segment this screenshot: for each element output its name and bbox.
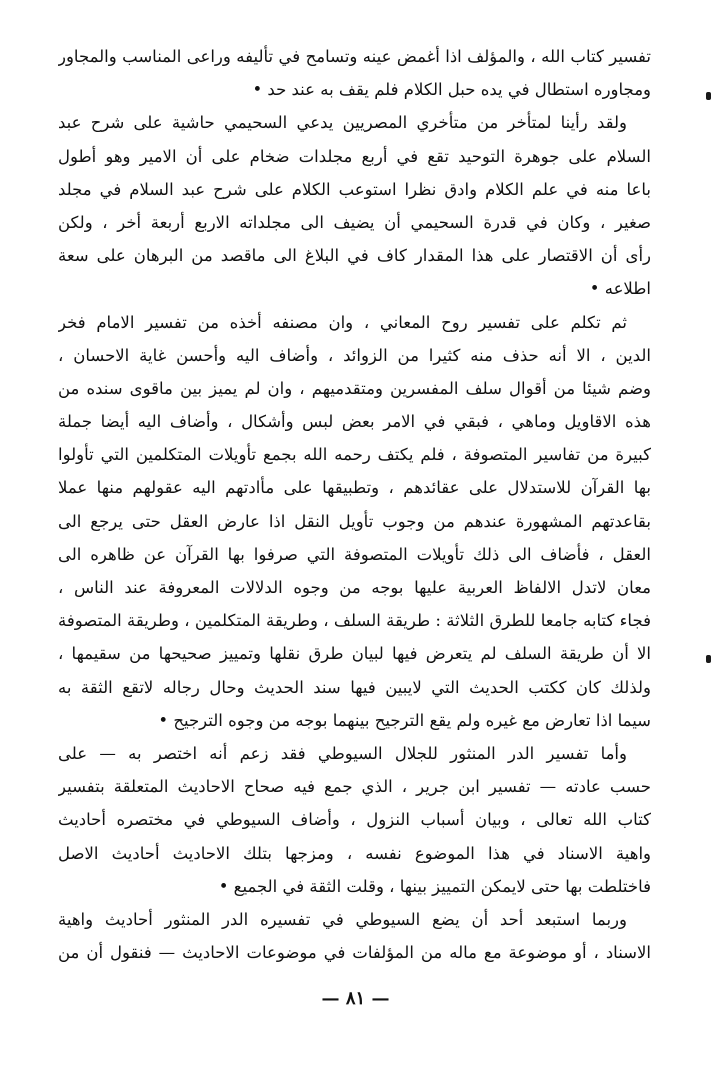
paragraph-start-line: ثم تكلم على تفسير روح المعاني ، وان مصنفه أخذه من تفسير الامام فخر <box>58 312 627 332</box>
page-number: — ٨١ — <box>321 988 390 1009</box>
text-line: رأى أن الاقتصار على هذا المقدار كاف في البلاغ الى ماقصد من البرهان على سعة <box>58 246 651 266</box>
text-line: بها القرآن للاستدلال على عقائدهم ، وتطبيقها على مأادتهم اليه عقولهم منها عملا <box>58 478 651 498</box>
text-line: السلام على جوهرة التوحيد تقع في أربع مجلدات ضخام على أن الامير وهو أطول <box>58 146 651 166</box>
text-line: ولذلك كان ككتب الحديث التي لايبين فيها سند الحديث وحال رجاله لاتقع الثقة به <box>58 677 651 697</box>
text-line: سيما اذا تعارض مع غيره ولم يقع الترجيح بينهما بوجه من وجوه الترجيح • <box>158 710 651 730</box>
paragraph-start-line: وأما تفسير الدر المنثور للجلال السيوطي فقد زعم أنه اختصر به — على <box>58 743 627 763</box>
text-line: واهية الاسناد في هذا الموضوع نفسه ، ومزجها بتلك الاحاديث أحاديث الاصل <box>58 843 651 863</box>
text-line: الاسناد ، أو موضوعة مع ماله من المؤلفات في موضوعات الاحاديث — فنقول أن من <box>58 943 651 963</box>
text-line: كبيرة من تفاسير المتصوفة ، فلم يكتف رحمه الله بجمع تأويلات المتكلمين التي تأولوا <box>58 445 651 465</box>
paragraph-start-line: وربما استبعد أحد أن يضع السيوطي في تفسيره الدر المنثور أحاديث واهية <box>58 909 627 929</box>
text-line: فاختلطت بها حتى لايمكن التمييز بينها ، وقلت الثقة في الجميع • <box>218 876 651 896</box>
text-line: اطلاعه • <box>589 279 651 299</box>
text-line: الا أن طريقة السلف لم يتعرض فيها لبيان طرق نقلها وتمييز صحيحها من سقيمها ، <box>58 644 651 664</box>
text-line: العقل ، فأضاف الى ذلك تأويلات المتصوفة التي صرفوا بها القرآن عن ظاهره الى <box>58 544 651 564</box>
text-line: معان لاتدل الالفاظ العربية عليها بوجه من وجوه الدلالات المعروفة عند الناس ، <box>58 578 651 597</box>
text-line: بقاعدتهم المشهورة عندهم من وجوب تأويل النقل اذا عارض العقل حتى يرجع الى <box>58 511 651 531</box>
text-line: كتاب الله تعالى ، وبيان أسباب النزول ، وأضاف السيوطي في مختصره أحاديث <box>58 810 651 830</box>
scan-margin-mark <box>706 92 711 100</box>
text-line: صغير ، وكان في قدرة السحيمي أن يضيف الى مجلداته الاربع أربعة أخر ، ولكن <box>58 212 651 232</box>
paragraph-start-line: ولقد رأينا لمتأخر من متأخري المصريين يدعي السحيمي حاشية على شرح عبد <box>58 113 627 133</box>
scan-margin-mark <box>706 655 711 663</box>
text-line: حسب عادته — تفسير ابن جرير ، الذي جمع فيه صحاح الاحاديث المتعلقة بتفسير <box>58 777 651 797</box>
text-line: فجاء كتابه جامعا للطرق الثلاثة : طريقة السلف ، وطريقة المتكلمين ، وطريقة المتصوفة <box>58 611 651 631</box>
text-line: تفسير كتاب الله ، والمؤلف اذا أغمض عينه وتسامح في تأليفه وراعى المناسب والمجاور <box>58 47 651 66</box>
text-line: باعا منه في علم الكلام وادق نظرا استوعب الكلام على شرح عبد السلام في مجلد <box>58 179 651 199</box>
text-line: ومجاوره استطال في يده حبل الكلام فلم يقف به عند حد • <box>252 80 651 100</box>
text-line: هذه الاقاويل وماهي ، فبقي في الامر بعض لبس وأشكال ، وأضاف اليه أيضا جملة <box>58 412 651 432</box>
text-line: الدين ، الا أنه حذف منه كثيرا من الزوائد ، وأضاف اليه وأحسن غاية الاحسان ، <box>58 345 651 365</box>
text-line: وضم شيئا من أقوال سلف المفسرين ومتقدميهم ، وان لم يميز بين ماقوى سنده من <box>58 378 651 398</box>
body-text <box>58 40 651 969</box>
